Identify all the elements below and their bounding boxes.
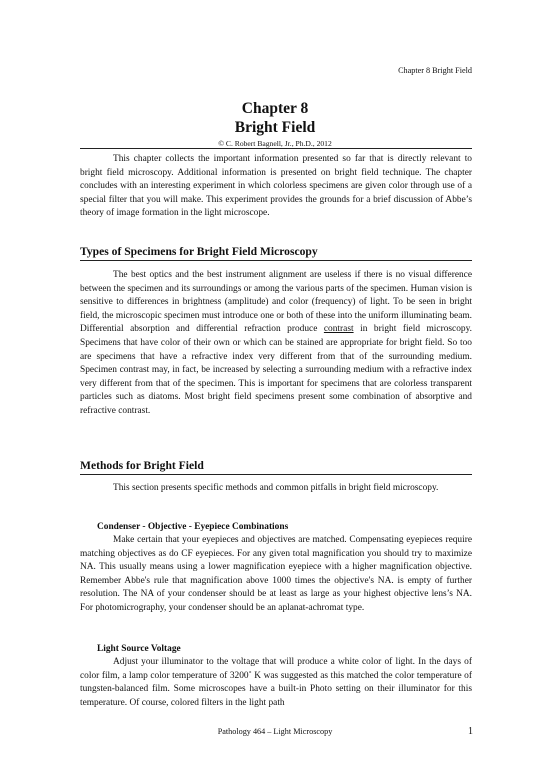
light-source-paragraph: Adjust your illuminator to the voltage that will produce a white color of light. In the days of color film, a lamp color temperature of 3200˚ K was suggested as this matched the color temperature of tungsten-balanced film. Some microscopes have a built-in Photo setting on their illuminator for this temperature. Of course, colored filters in the light path bbox=[80, 657, 472, 708]
chapter-title: Bright Field bbox=[234, 119, 316, 136]
specimen-types-paragraph bbox=[80, 269, 472, 419]
page-number: 1 bbox=[468, 726, 473, 737]
running-header: Chapter 8 Bright Field bbox=[398, 66, 472, 75]
intro-paragraph: This chapter collects the important information presented so far that is directly relevant to bright field microscopy. Additional information is presented on bright field technique. The chapter concludes with an interesting experiment in which colorless specimens are given color through use of a special filter that you will make. This experiment provides the grounds for a brief discussion of Abbe’s theory of image formation in the light microscope. bbox=[80, 154, 472, 219]
combinations-paragraph: Make certain that your eyepieces and objectives are matched. Compensating eyepieces require matching objectives as do CF eyepieces. For any given total magnification you should try to maximize NA. This usually means using a lower magnification eyepiece with a higher magnification objective. Remember Abbe's rule that magnification above 1000 times the objective's NA. is empty of further resolution. The NA of your condenser should be at least as large as your highest objective lens’s NA. For photomicrography, your condenser should be an aplanat-achromat type. bbox=[80, 535, 472, 613]
subheading-combinations: Condenser - Objective - Eyepiece Combinations bbox=[97, 522, 289, 532]
methods-intro-paragraph: This section presents specific methods and common pitfalls in bright field microscopy. bbox=[113, 483, 439, 493]
specimen-text-b: in bright field microscopy. Specimens that have color of their own or which can be stained are appropriate for bright field. So too are specimens that have a refractive index very different from that of the surrounding medium. Specimen contrast may, in fact, be increased by selecting a surrounding medium with a refractive index very different from that of the specimen. This is important for specimens that are colorless transparent particles such as diatoms. Most bright field specimens present some combination of absorptive and refractive contrast. bbox=[80, 324, 472, 416]
contrast-term: contrast bbox=[323, 324, 354, 335]
section-heading-specimen-types: Types of Specimens for Bright Field Microscopy bbox=[80, 245, 472, 261]
specimen-text-a: The best optics and the best instrument alignment are useless if there is no visual difference between the specimen and its surroundings or among the various parts of the specimen. Human vision is sensitive to differences in brightness (amplitude) and color (frequency) of light. To be seen in bright field, the microscopic specimen must introduce one or both of these into the uniform illuminating beam. Differential absorption and differential refraction produce bbox=[80, 270, 472, 335]
chapter-number: Chapter 8 bbox=[241, 100, 309, 117]
copyright-line: © C. Robert Bagnell, Jr., Ph.D., 2012 bbox=[218, 139, 332, 148]
section-heading-methods: Methods for Bright Field bbox=[80, 459, 472, 475]
title-block bbox=[0, 100, 550, 149]
subheading-light-source-voltage: Light Source Voltage bbox=[97, 644, 181, 654]
footer-course: Pathology 464 – Light Microscopy bbox=[217, 727, 333, 736]
title-rule bbox=[80, 148, 472, 149]
